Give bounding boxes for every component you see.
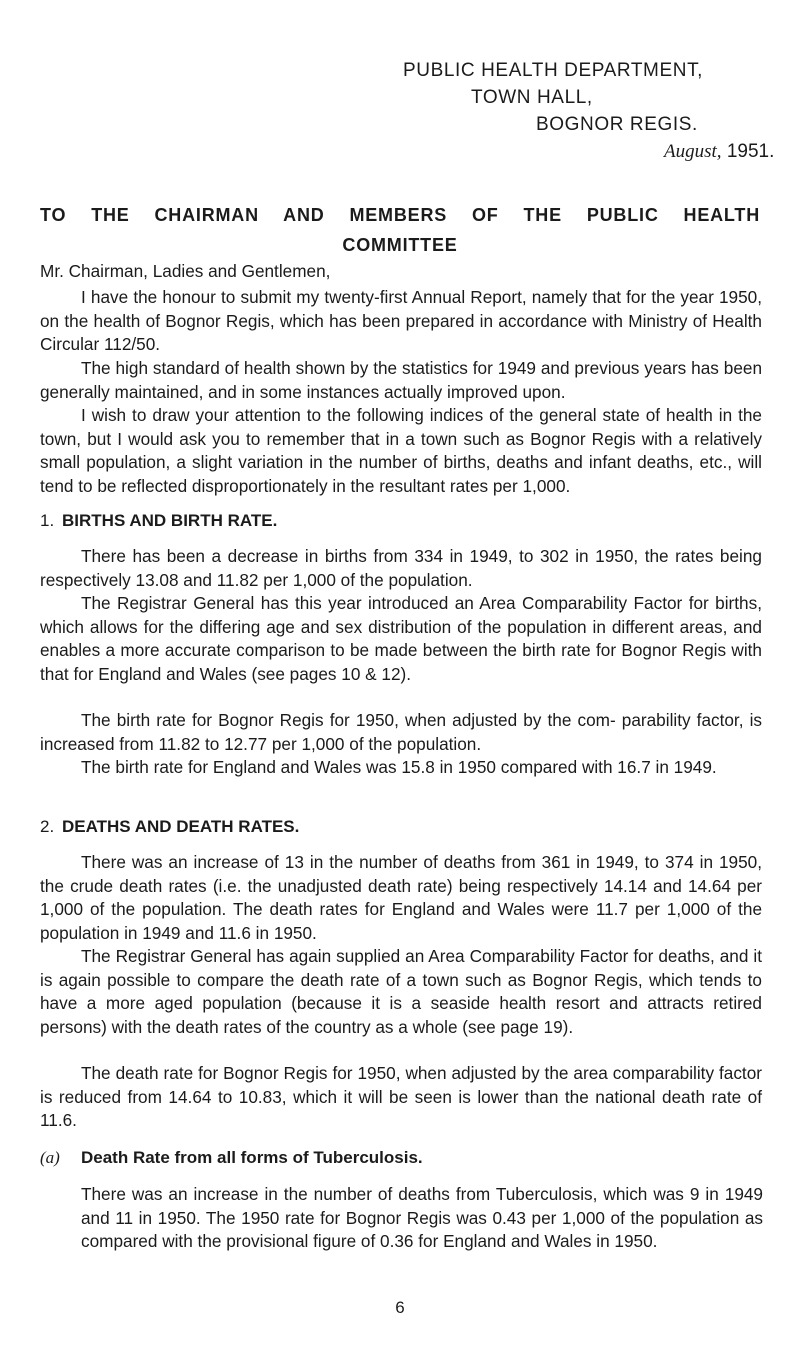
- report-date: [664, 139, 774, 165]
- report-date-month: August,: [664, 141, 722, 162]
- page-number: 6: [395, 1298, 405, 1317]
- address-building: TOWN HALL,: [471, 87, 593, 108]
- intro-paragraph-3: I wish to draw your attention to the following indices of the general state of health in the town, but I would ask you to remember that in a town such as Bognor Regis with a relatively small population, a slight variation in the number of births, deaths and infant deaths, etc., will tend to be reflected disproportionately in the resultant rates per 1,000.: [40, 405, 762, 496]
- report-heading: [40, 200, 760, 260]
- salutation: Mr. Chairman, Ladies and Gentlemen,: [40, 261, 331, 281]
- section-2-paragraph-3: The death rate for Bognor Regis for 1950, when adjusted by the area comparability factor is reduced from 14.64 to 10.83, which it will be seen is lower than the national death rate of 11.6.: [40, 1063, 762, 1130]
- section-2a-heading: Death Rate from all forms of Tuberculosis.: [81, 1148, 423, 1167]
- section-1-paragraph-2: The Registrar General has this year introduced an Area Comparability Factor for births, which allows for the differing age and sex distribution of the population in different areas, and enables a more accurate comparison to be made between the birth rate for Bognor Regis with that for England and Wales (see pages 10 & 12).: [40, 593, 762, 684]
- address-town: BOGNOR REGIS.: [536, 114, 698, 135]
- section-1-number: 1.: [40, 511, 55, 530]
- section-1-heading: BIRTHS AND BIRTH RATE.: [62, 511, 278, 530]
- heading-line-1: TO THE CHAIRMAN AND MEMBERS OF THE PUBLIC HEALTH: [40, 205, 760, 225]
- section-2a-paragraph-1: There was an increase in the number of deaths from Tuberculosis, which was 9 in 1949 and 11 in 1950. The 1950 rate for Bognor Regis was 0.43 per 1,000 of the population as compared with the provisional figure of 0.36 for England and Wales in 1950.: [81, 1184, 763, 1251]
- section-1-paragraph-4: The birth rate for England and Wales was 15.8 in 1950 compared with 16.7 in 1949.: [81, 757, 717, 777]
- heading-line-2: COMMITTEE: [342, 235, 458, 255]
- section-1-title: [40, 509, 277, 533]
- section-2-paragraph-2: The Registrar General has again supplied an Area Comparability Factor for deaths, and it is again possible to compare the death rate of a town such as Bognor Regis, which tends to have a more aged population (because it is a seaside health resort and attracts retired persons) with the death rates of the country as a whole (see page 19).: [40, 946, 762, 1037]
- section-2a-number: (a): [40, 1148, 60, 1167]
- section-2a-title: [40, 1146, 423, 1170]
- intro-paragraph-1: I have the honour to submit my twenty-first Annual Report, namely that for the year 1950, on the health of Bognor Regis, which has been prepared in accordance with Ministry of Health Circular 112/50.: [40, 287, 762, 354]
- section-2-heading: DEATHS AND DEATH RATES.: [62, 817, 300, 836]
- intro-paragraph-2: The high standard of health shown by the statistics for 1949 and previous years has been generally maintained, and in some instances actually improved upon.: [40, 358, 762, 402]
- section-2-paragraph-1: There was an increase of 13 in the number of deaths from 361 in 1949, to 374 in 1950, the crude death rates (i.e. the unadjusted death rate) being respectively 14.14 and 14.64 per 1,000 of the population. The death rates for England and Wales were 11.7 per 1,000 of the population in 1949 and 11.6 in 1950.: [40, 852, 762, 943]
- section-1-paragraph-1: There has been a decrease in births from 334 in 1949, to 302 in 1950, the rates being respectively 13.08 and 11.82 per 1,000 of the population.: [40, 546, 762, 590]
- section-2-number: 2.: [40, 817, 55, 836]
- section-1-paragraph-3: The birth rate for Bognor Regis for 1950, when adjusted by the com- parability factor, is increased from 11.82 to 12.77 per 1,000 of the population.: [40, 710, 762, 754]
- address-department: PUBLIC HEALTH DEPARTMENT,: [403, 60, 704, 81]
- section-2-title: [40, 815, 299, 839]
- report-date-year: 1951.: [726, 141, 775, 162]
